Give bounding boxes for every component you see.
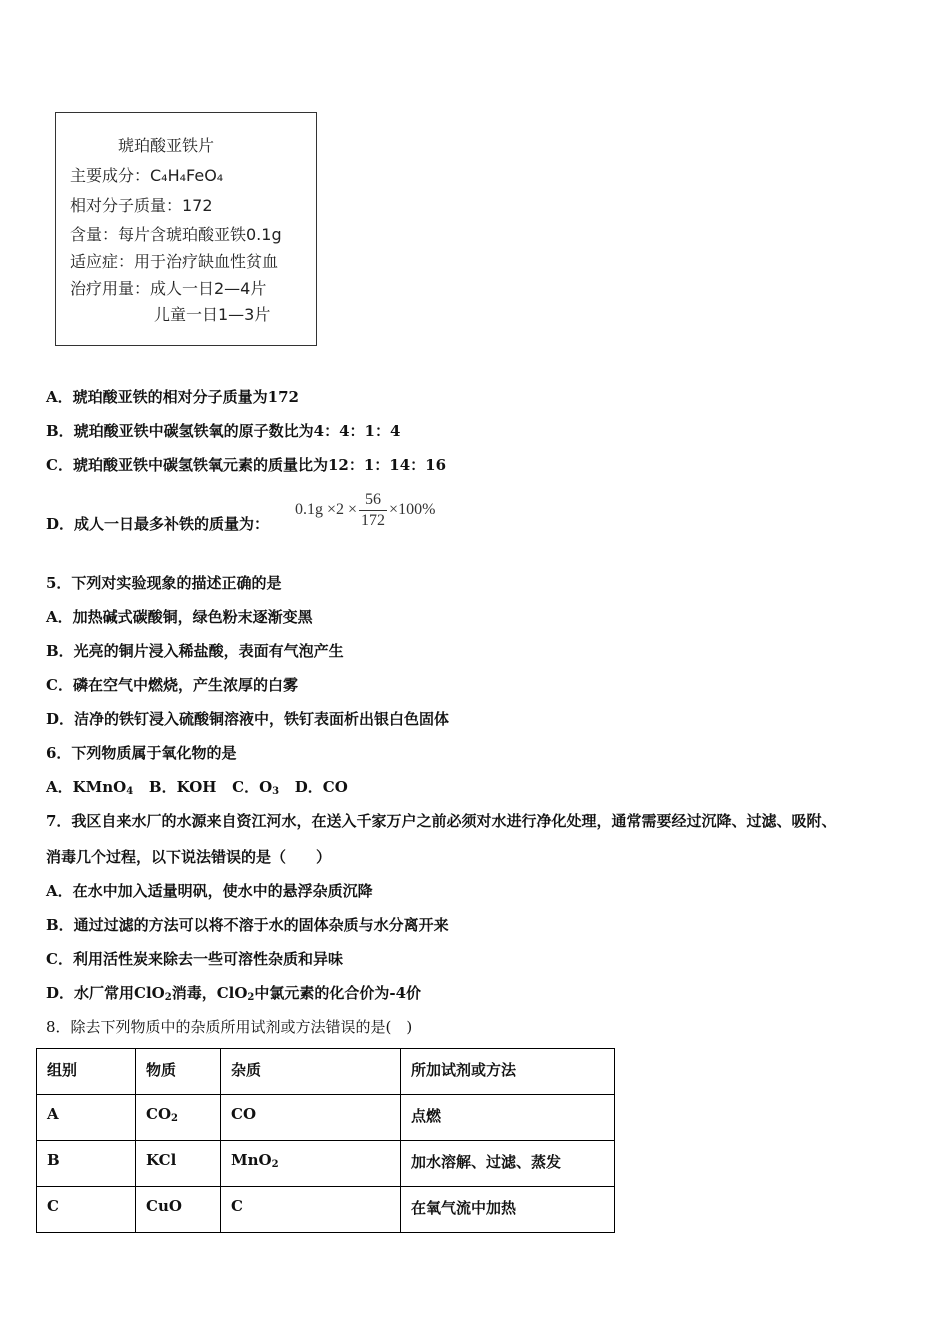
q6-options: [46, 776, 348, 797]
q7-option-c: C．利用活性炭来除去一些可溶性杂质和异味: [46, 950, 343, 968]
formula-fraction: [359, 490, 387, 531]
cell-impurity: MnO$_2$: [221, 1141, 401, 1187]
q6-stem: 6．下列物质属于氧化物的是: [46, 744, 237, 762]
q8-stem: 8．除去下列物质中的杂质所用试剂或方法错误的是( ): [46, 1018, 413, 1036]
cell-substance: $CO_2$: [136, 1095, 221, 1141]
q5-option-d: D．洁净的铁钉浸入硫酸铜溶液中，铁钉表面析出银白色固体: [46, 710, 450, 728]
q6-option-a: A．KMnO$_4$: [46, 778, 134, 797]
table-row: [37, 1141, 615, 1187]
q7-stem-line2: 消毒几个过程，以下说法错误的是（ ）: [46, 848, 332, 866]
header-group: 组别: [37, 1049, 136, 1095]
label-line-indication: 适应症：用于治疗缺血性贫血: [70, 252, 279, 271]
label-line-content: 含量：每片含琥珀酸亚铁0.1g: [70, 225, 282, 244]
cell-method: 在氧气流中加热: [401, 1187, 615, 1233]
cell-substance: KCl: [136, 1141, 221, 1187]
cell-method: 加水溶解、过滤、蒸发: [401, 1141, 615, 1187]
label-line-adult-dose: 治疗用量：成人一日2—4片: [70, 279, 267, 298]
q5-option-b: B．光亮的铜片浸入稀盐酸，表面有气泡产生: [46, 642, 344, 660]
q6-option-c: C．$O_3$: [232, 778, 280, 797]
label-title: 琥珀酸亚铁片: [118, 136, 215, 155]
table-header-row: [37, 1049, 615, 1095]
formula-numerator: 56: [365, 490, 382, 508]
medicine-label-box: [55, 112, 317, 346]
q4-option-b: B．琥珀酸亚铁中碳氢铁氧的原子数比为4：4：1：4: [46, 422, 401, 440]
q6-option-b: B．KOH: [148, 778, 217, 796]
table-row: [37, 1187, 615, 1233]
q5-option-c: C．磷在空气中燃烧，产生浓厚的白雾: [46, 676, 298, 694]
table-row: [37, 1095, 615, 1141]
q7-stem-line1: 7．我区自来水厂的水源来自资江河水，在送入千家万户之前必须对水进行净化处理，通常需要经过沉降、过滤、吸附、: [46, 812, 837, 830]
cell-impurity: C: [221, 1187, 401, 1233]
cell-substance: CuO: [136, 1187, 221, 1233]
header-substance: 物质: [136, 1049, 221, 1095]
header-method: 所加试剂或方法: [401, 1049, 615, 1095]
q4-option-d: D．成人一日最多补铁的质量为：: [46, 515, 270, 533]
header-impurity: 杂质: [221, 1049, 401, 1095]
q7-option-a: A．在水中加入适量明矾，使水中的悬浮杂质沉降: [46, 882, 373, 900]
formula-prefix: 0.1g ×2 ×: [295, 501, 358, 518]
cell-impurity: CO: [221, 1095, 401, 1141]
q4-option-c: C．琥珀酸亚铁中碳氢铁氧元素的质量比为12：1：14：16: [46, 456, 446, 474]
q4-d-formula: [295, 487, 435, 533]
q4-option-a: A．琥珀酸亚铁的相对分子质量为172: [46, 388, 299, 406]
cell-group: C: [37, 1187, 136, 1233]
formula-suffix: ×100%: [389, 501, 436, 518]
label-line-ingredient: 主要成分：C₄H₄FeO₄: [70, 166, 224, 185]
cell-group: B: [37, 1141, 136, 1187]
q7-option-d: D．水厂常用ClO$_2$消毒，ClO$_2$中氯元素的化合价为-4价: [46, 984, 422, 1003]
q8-table: [36, 1048, 615, 1233]
cell-group: A: [37, 1095, 136, 1141]
cell-method: 点燃: [401, 1095, 615, 1141]
q5-option-a: A．加热碱式碳酸铜，绿色粉末逐渐变黑: [46, 608, 313, 626]
formula-denominator: 172: [361, 511, 386, 529]
label-line-molecular-mass: 相对分子质量：172: [70, 196, 213, 215]
q7-option-b: B．通过过滤的方法可以将不溶于水的固体杂质与水分离开来: [46, 916, 449, 934]
label-line-child-dose: 儿童一日1—3片: [154, 305, 271, 324]
q6-option-d: D．CO: [294, 778, 348, 796]
q5-stem: 5．下列对实验现象的描述正确的是: [46, 574, 282, 592]
